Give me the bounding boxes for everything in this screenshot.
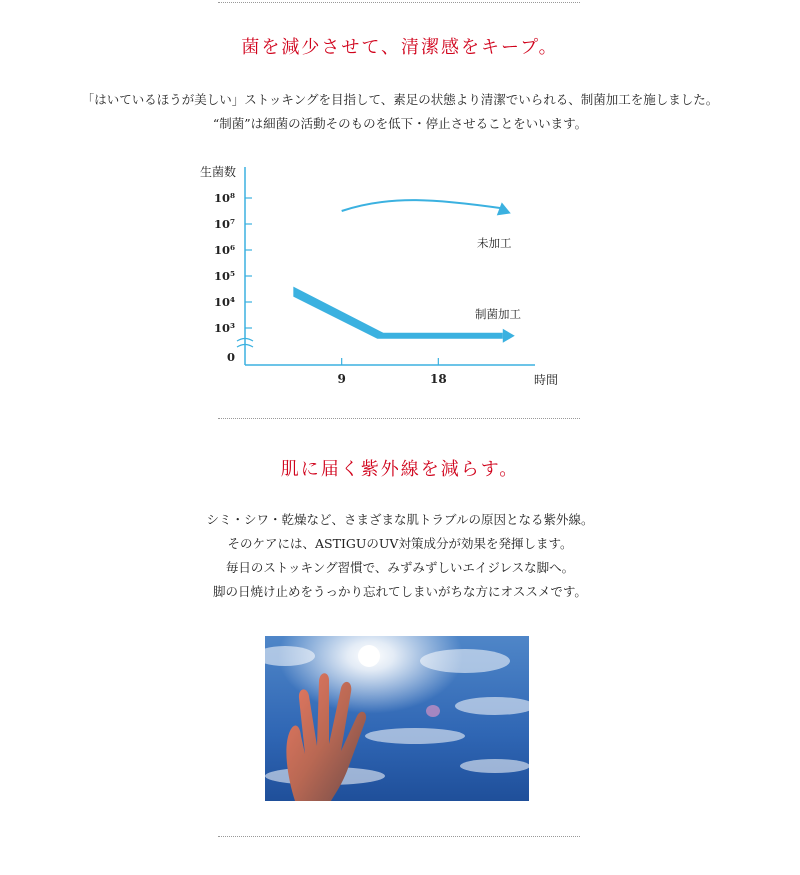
middle-divider [218,418,580,419]
section1-heading: 菌を減少させて、清潔感をキープ。 [241,37,559,58]
sky-hand-photo [265,636,529,801]
series-label-untreated: 未加工 [477,236,512,250]
chart-xlabel: 時間 [534,373,559,387]
y-tick-label: 0 [226,350,235,364]
y-tick-label: 10⁵ [213,269,235,283]
lens-flare [426,705,440,717]
section2-text [0,508,800,604]
y-tick-label: 10⁴ [213,295,235,309]
bottom-divider [218,836,580,837]
section2-line-4: 脚の日焼け止めをうっかり忘れてしまいがちな方にオススメです。 [213,584,587,599]
bacteria-count-chart [190,155,590,390]
y-tick-label: 10⁶ [213,243,235,257]
chart-series [293,200,514,343]
y-tick-label: 10⁸ [213,191,235,205]
series-line-untreated [342,200,503,211]
section2-heading: 肌に届く紫外線を減らす。 [280,459,520,480]
sun-icon [358,645,380,667]
series-arrow-untreated [497,202,511,215]
section2-line-1: シミ・シワ・乾燥など、さまざまな肌トラブルの原因となる紫外線。 [206,512,594,527]
series-label-treated: 制菌加工 [475,307,521,321]
y-tick-label: 10³ [213,321,235,335]
chart-ylabel: 生菌数 [200,165,237,179]
section1-line-2: “制菌”は細菌の活動そのものを低下・停止させることをいいます。 [212,116,588,131]
top-divider [218,2,580,3]
chart-ticks [214,191,447,386]
section1-line-1: 「はいているほうが美しい」ストッキングを目指して、素足の状態より清潔でいられる、制菌加工を施しました。 [81,92,719,107]
section1-text [0,88,800,136]
series-line-treated [293,287,502,339]
series-arrow-treated [503,329,515,343]
y-tick-label: 10⁷ [213,217,235,231]
section2-line-3: 毎日のストッキング習慣で、みずみずしいエイジレスな脚へ。 [225,560,575,575]
x-tick-label: 18 [429,372,447,386]
x-tick-label: 9 [337,372,346,386]
section2-line-2: そのケアには、ASTIGUのUV対策成分が効果を発揮します。 [227,536,573,551]
